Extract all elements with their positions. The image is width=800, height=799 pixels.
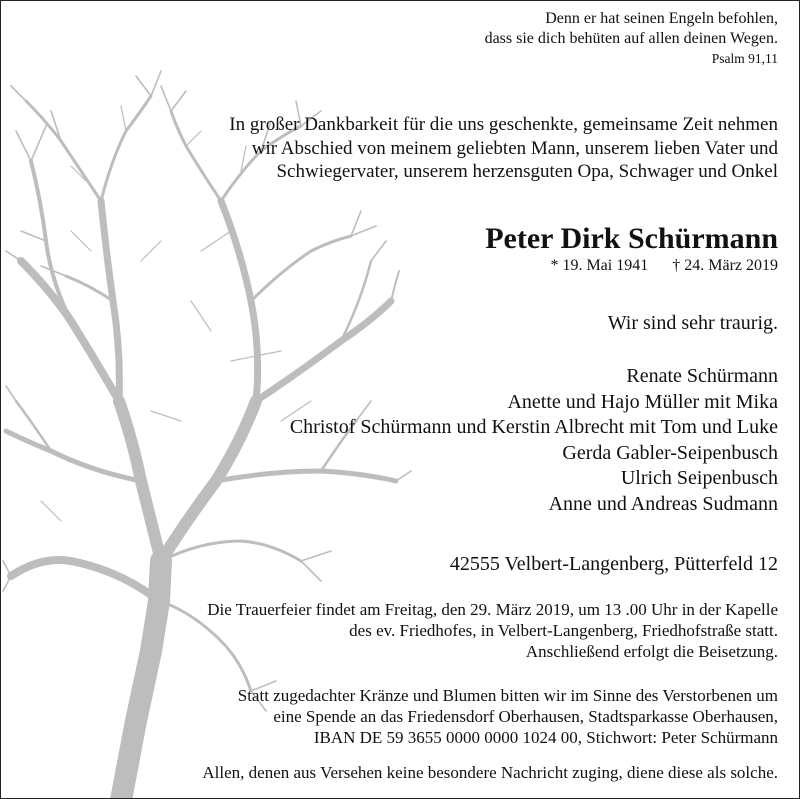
- mourners-list: [290, 364, 778, 518]
- donation-line: Statt zugedachter Kränze und Blumen bitten wir im Sinne des Verstorbenen um: [237, 686, 778, 705]
- mourner-name: Ulrich Seipenbusch: [620, 467, 778, 490]
- birth-date: * 19. Mai 1941: [550, 257, 649, 274]
- verse-line: Denn er hat seinen Engeln befohlen,: [545, 10, 778, 27]
- deceased-name: Peter Dirk Schürmann: [485, 222, 778, 255]
- intro-line: Schwiegervater, unserem herzensguten Opa, Schwager und Onkel: [276, 161, 778, 182]
- death-date: † 24. März 2019: [672, 257, 778, 274]
- mourner-name: Christof Schürmann und Kerstin Albrecht mit Tom und Luke: [289, 416, 778, 439]
- intro-line: wir Abschied von meinem geliebten Mann, unserem lieben Vater und: [251, 137, 778, 159]
- verse-reference: Psalm 91,11: [711, 51, 778, 66]
- grief-statement: Wir sind sehr traurig.: [607, 312, 778, 334]
- mourner-name: Anette und Hajo Müller mit Mika: [507, 390, 778, 413]
- family-address: 42555 Velbert-Langenberg, Pütterfeld 12: [449, 553, 778, 575]
- donation-line: IBAN DE 59 3655 0000 0000 1024 00, Stichwort: Peter Schürmann: [313, 728, 778, 748]
- closing-note: Allen, denen aus Versehen keine besondere Nachricht zuging, diene diese als solche.: [202, 763, 778, 782]
- donation-request: [238, 685, 778, 749]
- mourner-name: Gerda Gabler-Seipenbusch: [562, 441, 778, 464]
- intro-line: In großer Dankbarkeit für die uns geschenkte, gemeinsame Zeit nehmen: [229, 114, 778, 135]
- service-line: Anschließend erfolgt die Beisetzung.: [525, 642, 778, 662]
- mourner-name: Anne und Andreas Sudmann: [548, 492, 778, 515]
- verse-line: dass sie dich behüten auf allen deinen Wegen.: [484, 30, 778, 47]
- service-line: Die Trauerfeier findet am Freitag, den 29. März 2019, um 13 .00 Uhr in der Kapelle: [207, 600, 778, 619]
- life-dates: [550, 256, 778, 276]
- service-line: des ev. Friedhofes, in Velbert-Langenberg, Friedhofstraße statt.: [349, 621, 778, 641]
- funeral-service-info: [207, 599, 778, 663]
- mourner-name: Renate Schürmann: [626, 365, 778, 387]
- donation-line: eine Spende an das Friedensdorf Oberhausen, Stadtsparkasse Oberhausen,: [273, 707, 778, 727]
- intro-text: [229, 113, 778, 184]
- bible-verse: [485, 9, 778, 49]
